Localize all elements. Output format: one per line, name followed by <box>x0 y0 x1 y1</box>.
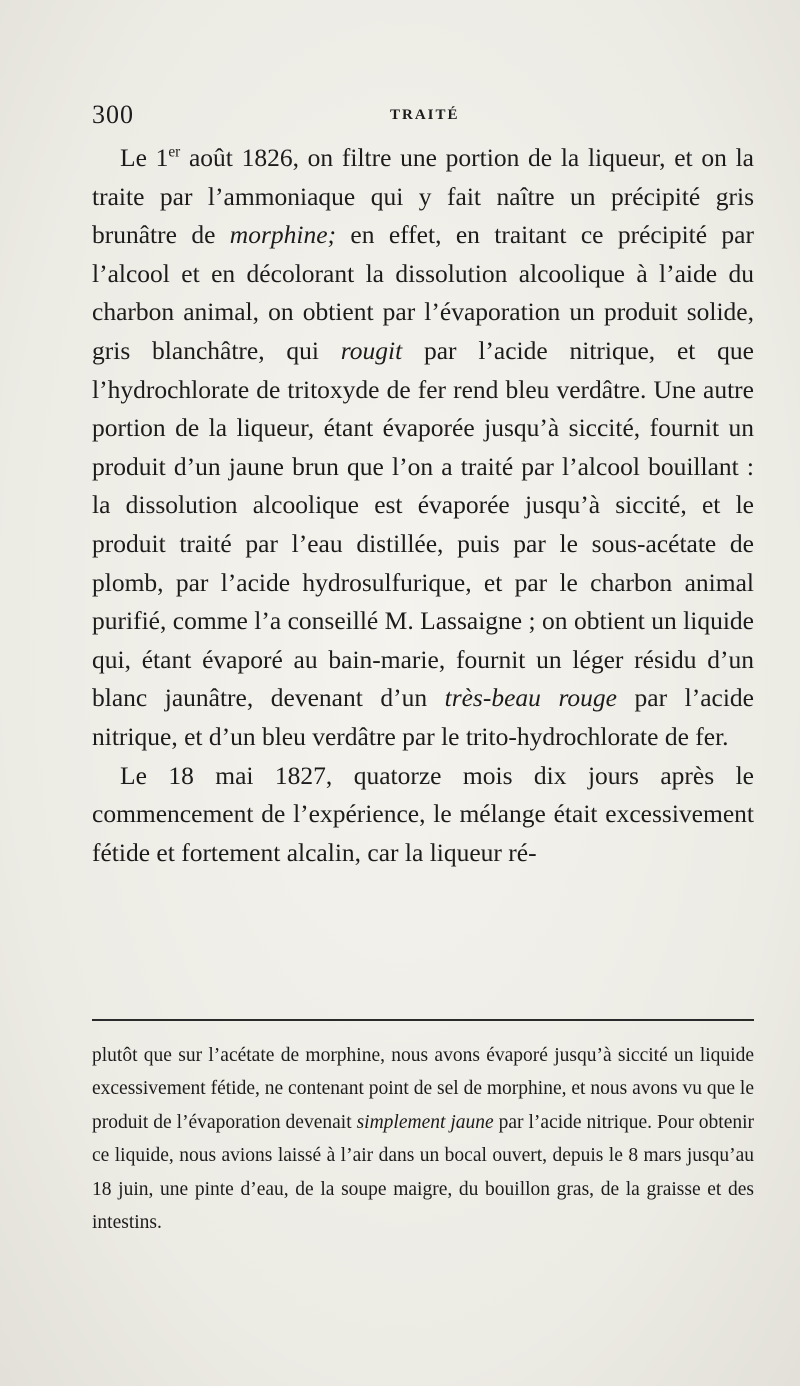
footnote <box>92 1039 754 1239</box>
paragraph-1-text: par l’acide nitrique, et d’un bleu verdâtre par le trito-hydrochlorate de fer. <box>92 683 754 751</box>
footnote-text: plutôt que sur l’acétate de morphine, nous avons évaporé jusqu’à siccité un liquide excessivement fétide, ne contenant point de sel de morphine, et nous avons vu que le produit de l’évaporation devenait <box>92 1045 754 1133</box>
footnote-text: par l’acide nitrique. Pour obtenir ce liquide, nous avions laissé à l’air dans un bocal ouvert, depuis le 8 mars jusqu’au 18 juin, une pinte d’eau, de la soupe maigre, du bouillon gras, de la graisse et des intestins. <box>92 1111 755 1234</box>
paragraph-1-text: en effet, en traitant ce précipité par l’alcool et en décolorant la dissolution alcoolique à l’aide du charbon animal, on obtient par l’évaporation un produit solide, gris blanchâtre, qui <box>92 220 754 365</box>
paragraph-1 <box>92 139 754 757</box>
italic-term: simplement jaune <box>356 1111 494 1133</box>
page-header <box>92 100 752 132</box>
ordinal-superscript: er <box>168 143 181 161</box>
italic-term: morphine; <box>229 220 337 250</box>
page-number: 300 <box>92 100 134 129</box>
running-head: TRAITÉ <box>390 107 460 123</box>
main-text <box>92 139 754 872</box>
italic-term: très-beau rouge <box>444 683 617 713</box>
paragraph-1-text: Le 1 <box>120 143 169 172</box>
italic-term: rougit <box>340 335 403 365</box>
footnote-separator <box>92 1019 754 1021</box>
paragraph-1-text: par l’acide nitrique, et que l’hydrochlorate de tritoxyde de fer rend bleu verdâtre. Une autre portion de la liqueur, étant évaporée jusqu’à siccité, fournit un produit d’un jaune brun que l’on a traité par l’alcool bouillant : la dissolution alcoolique est évaporée jusqu’à siccité, et le produit traité par l’eau distillée, puis par le sous-acétate de plomb, par l’acide hydrosulfurique, et par le charbon animal purifié, comme l’a conseillé M. Lassaigne ; on obtient un liquide qui, étant évaporé au bain-marie, fournit un léger résidu d’un blanc jaunâtre, devenant d’un <box>92 335 754 713</box>
paragraph-1-text: août 1826, on filtre une portion de la liqueur, et on la traite par l’ammoniaque qui y fait naître un précipité gris brunâtre de <box>92 143 754 250</box>
footnote-paragraph <box>92 1039 754 1239</box>
paragraph-2: Le 18 mai 1827, quatorze mois dix jours après le commencement de l’expérience, le mélange était excessivement fétide et fortement alcalin, car la liqueur ré- <box>92 760 754 867</box>
